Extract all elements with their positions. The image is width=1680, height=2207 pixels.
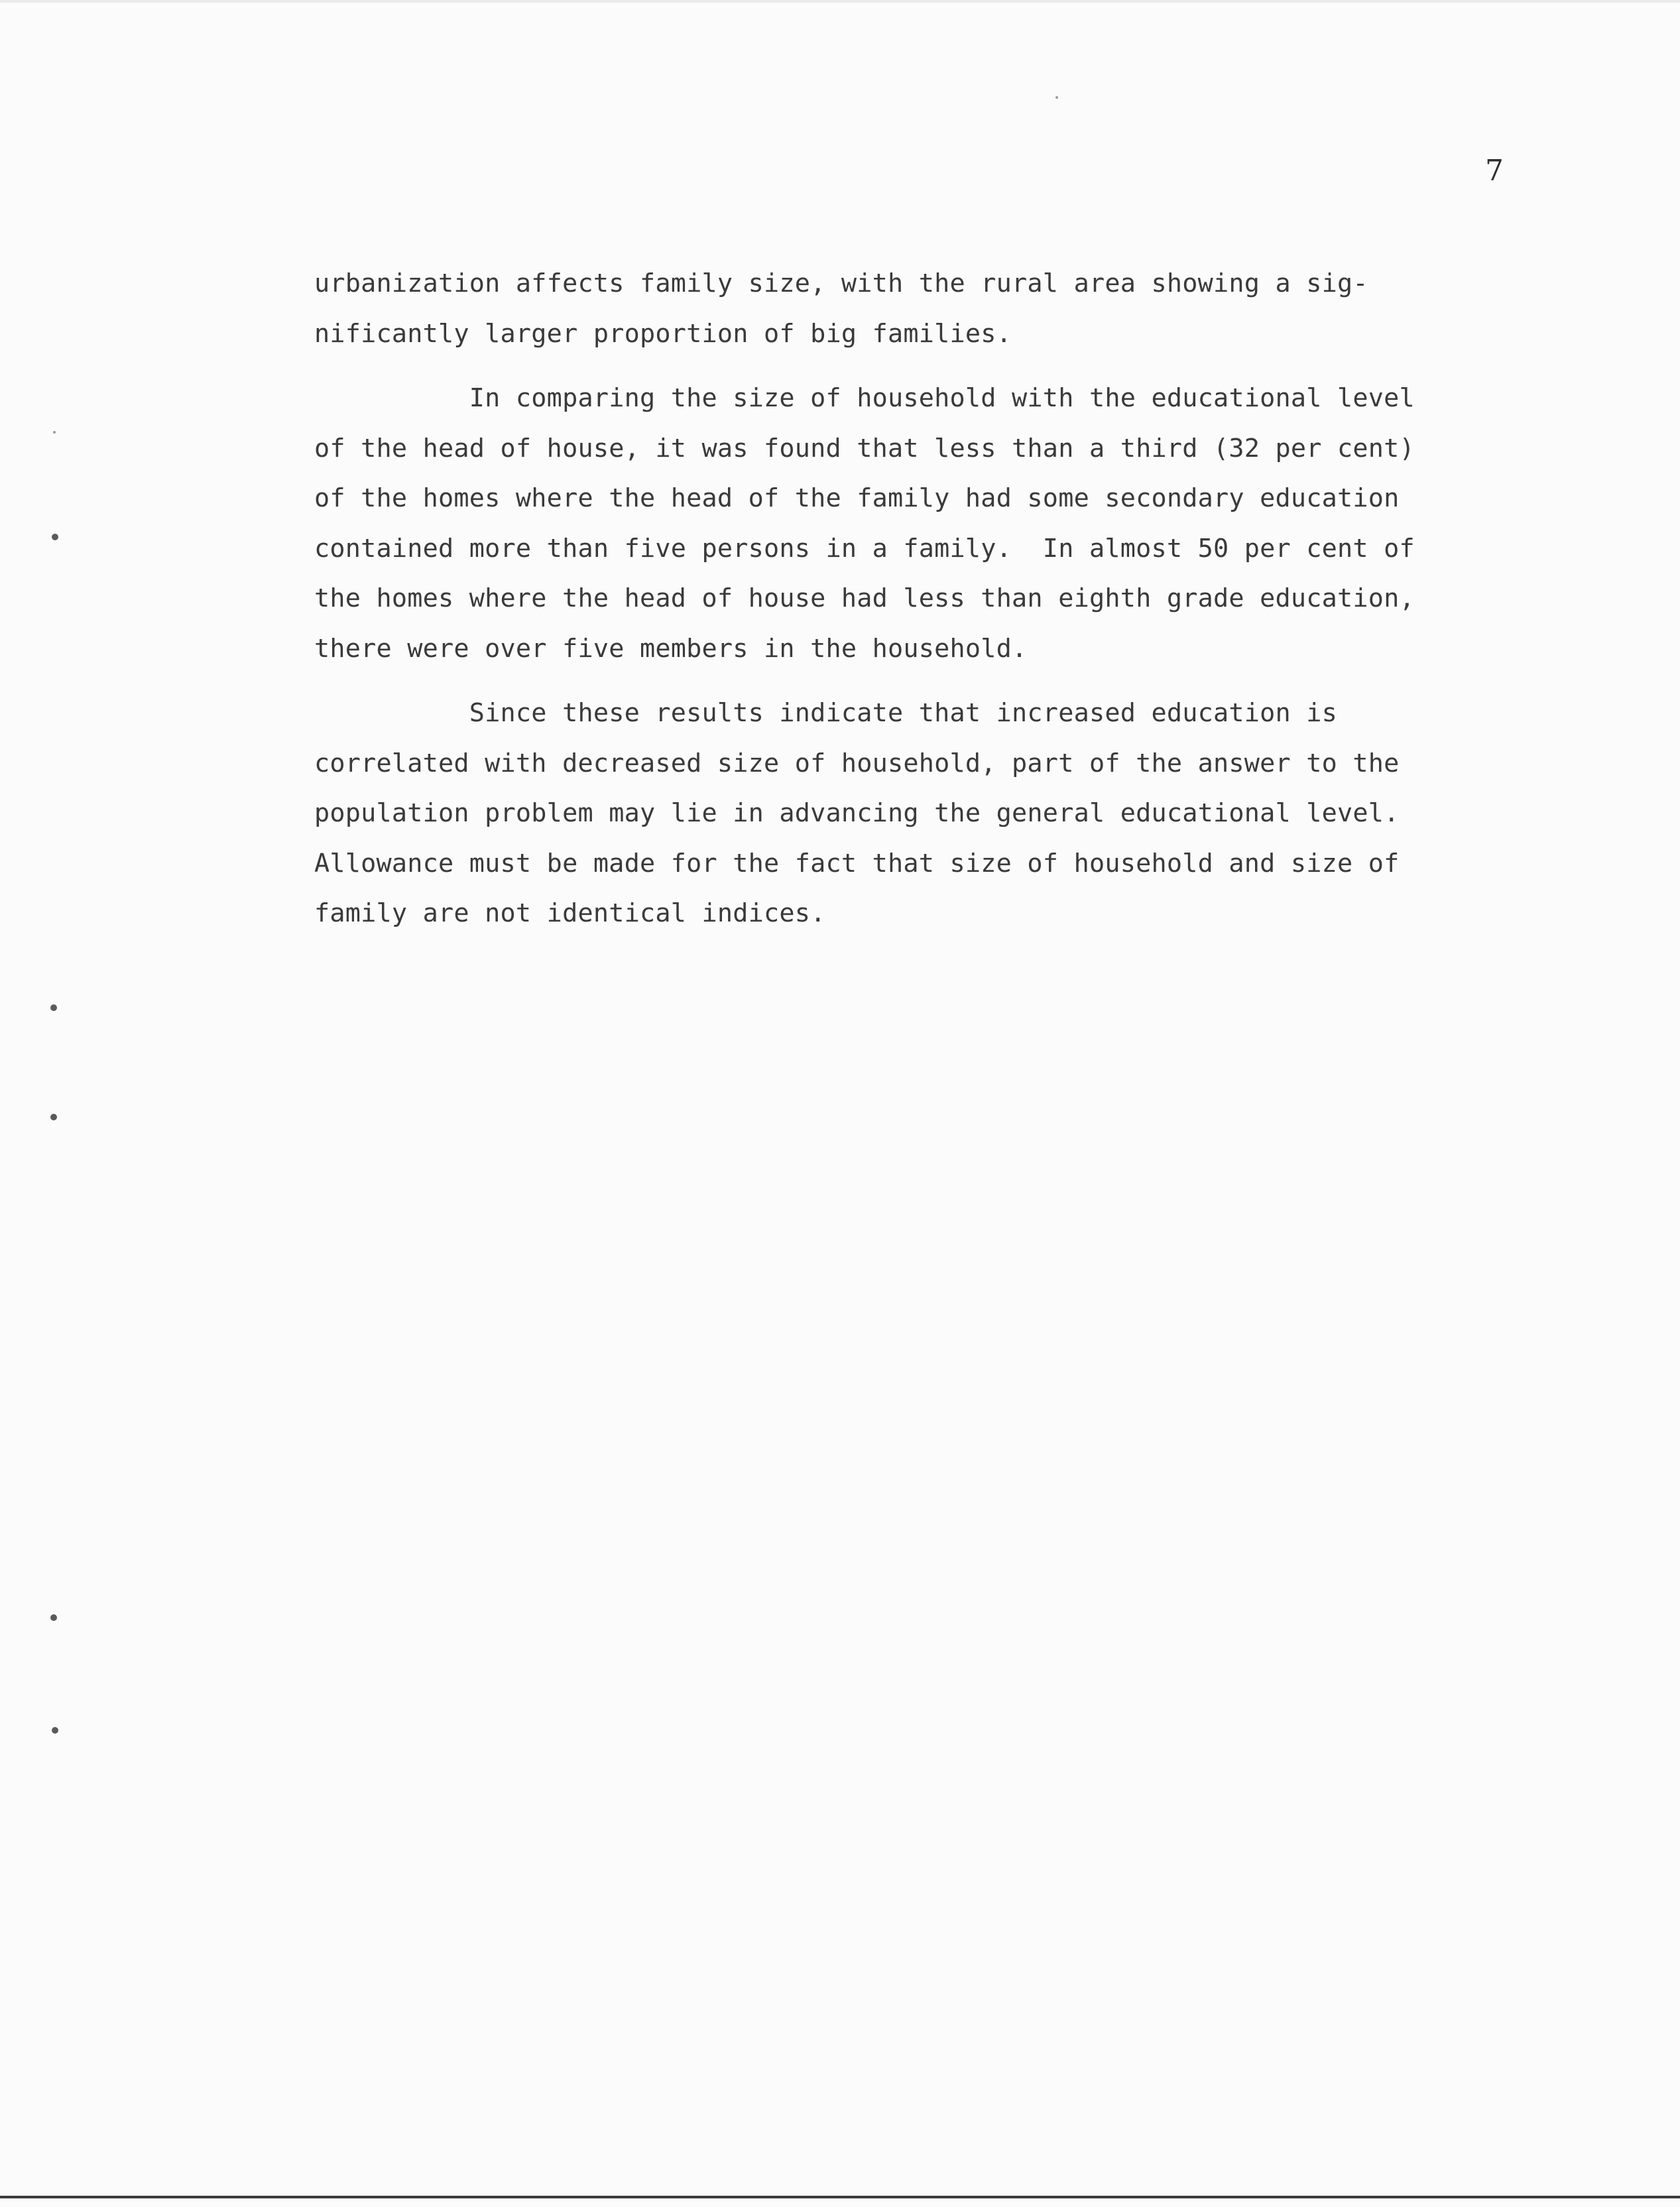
paragraph-3 bbox=[314, 688, 1521, 939]
text-line: Since these results indicate that increased education is bbox=[314, 698, 1338, 728]
text-line: family are not identical indices. bbox=[314, 898, 826, 928]
text-line: population problem may lie in advancing the general educational level. bbox=[314, 798, 1400, 828]
binder-hole-mark bbox=[50, 1114, 57, 1120]
body-text bbox=[314, 259, 1521, 939]
text-line: of the head of house, it was found that less than a third (32 per cent) bbox=[314, 433, 1415, 463]
text-line: urbanization affects family size, with the rural area showing a sig- bbox=[314, 268, 1368, 298]
binder-hole-mark bbox=[52, 534, 58, 540]
text-line: contained more than five persons in a family. In almost 50 per cent of bbox=[314, 533, 1415, 564]
page-number: 7 bbox=[1485, 154, 1504, 188]
scan-speck bbox=[1055, 96, 1058, 99]
paragraph-gap bbox=[314, 674, 1521, 688]
binder-hole-mark bbox=[52, 1727, 58, 1734]
scan-speck bbox=[53, 431, 56, 434]
text-line: nificantly larger proportion of big families. bbox=[314, 318, 1012, 349]
paragraph-2 bbox=[314, 373, 1521, 674]
text-line: In comparing the size of household with the educational level bbox=[314, 383, 1415, 413]
paragraph-1 bbox=[314, 259, 1521, 359]
text-line: there were over five members in the household. bbox=[314, 633, 1028, 664]
text-line: Allowance must be made for the fact that size of household and size of bbox=[314, 848, 1400, 878]
text-line: the homes where the head of house had less than eighth grade education, bbox=[314, 583, 1415, 613]
text-line: of the homes where the head of the family had some secondary education bbox=[314, 483, 1400, 513]
binder-hole-mark bbox=[50, 1614, 57, 1621]
text-line: correlated with decreased size of household, part of the answer to the bbox=[314, 748, 1400, 778]
page-bottom-edge bbox=[0, 2196, 1680, 2198]
page-top-edge bbox=[0, 0, 1680, 3]
binder-hole-mark bbox=[50, 1004, 57, 1011]
paragraph-gap bbox=[314, 359, 1521, 373]
